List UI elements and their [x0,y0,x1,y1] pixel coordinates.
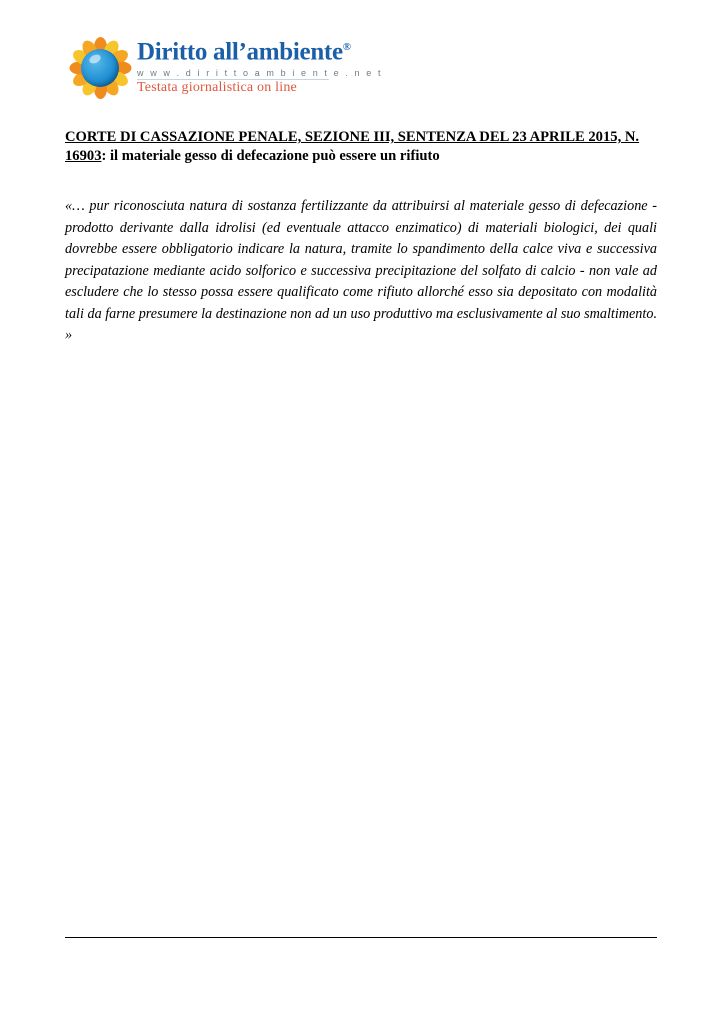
logo-divider [137,79,329,80]
page-title-line1: CORTE DI CASSAZIONE PENALE, SEZIONE III, SENTENZA DEL 23 APRILE 2015, N. [65,129,640,145]
quote-paragraph: «… pur riconosciuta natura di sostanza fertilizzante da attribuirsi al materiale gesso di defecazione - prodotto derivante dalla idrolisi (ed eventuale attacco enzimatico) di materiali biologici, dei quali dovrebbe essere obbligatorio indicare la natura, tramite lo spandimento della calce viva e successiva precipatazione mediante acido solforico e successiva precipitazione del solfato di calcio - non vale ad escludere che lo stesso possa essere qualificato come rifiuto allorché esso sia depositato con modalità tali da farne presumere la destinazione non ad un uso produttivo ma esclusivamente al suo smaltimento. » [65,198,657,343]
site-logo [65,32,383,104]
page-title-subtitle: : il materiale gesso di defecazione può essere un rifiuto [101,148,440,164]
page-title [65,128,657,166]
logo-brand [137,32,351,67]
page-title-case-number: 16903 [65,148,102,164]
logo-website-url: w w w . d i r i t t o a m b i e n t e . n e t [137,68,383,79]
registered-mark: ® [342,41,351,53]
footer-divider [65,937,657,938]
logo-brand-text: Diritto all’ambiente [137,38,343,66]
logo-text-group [137,32,383,96]
logo-tagline: Testata giornalistica on line [137,80,297,96]
sun-globe-icon [69,37,131,99]
